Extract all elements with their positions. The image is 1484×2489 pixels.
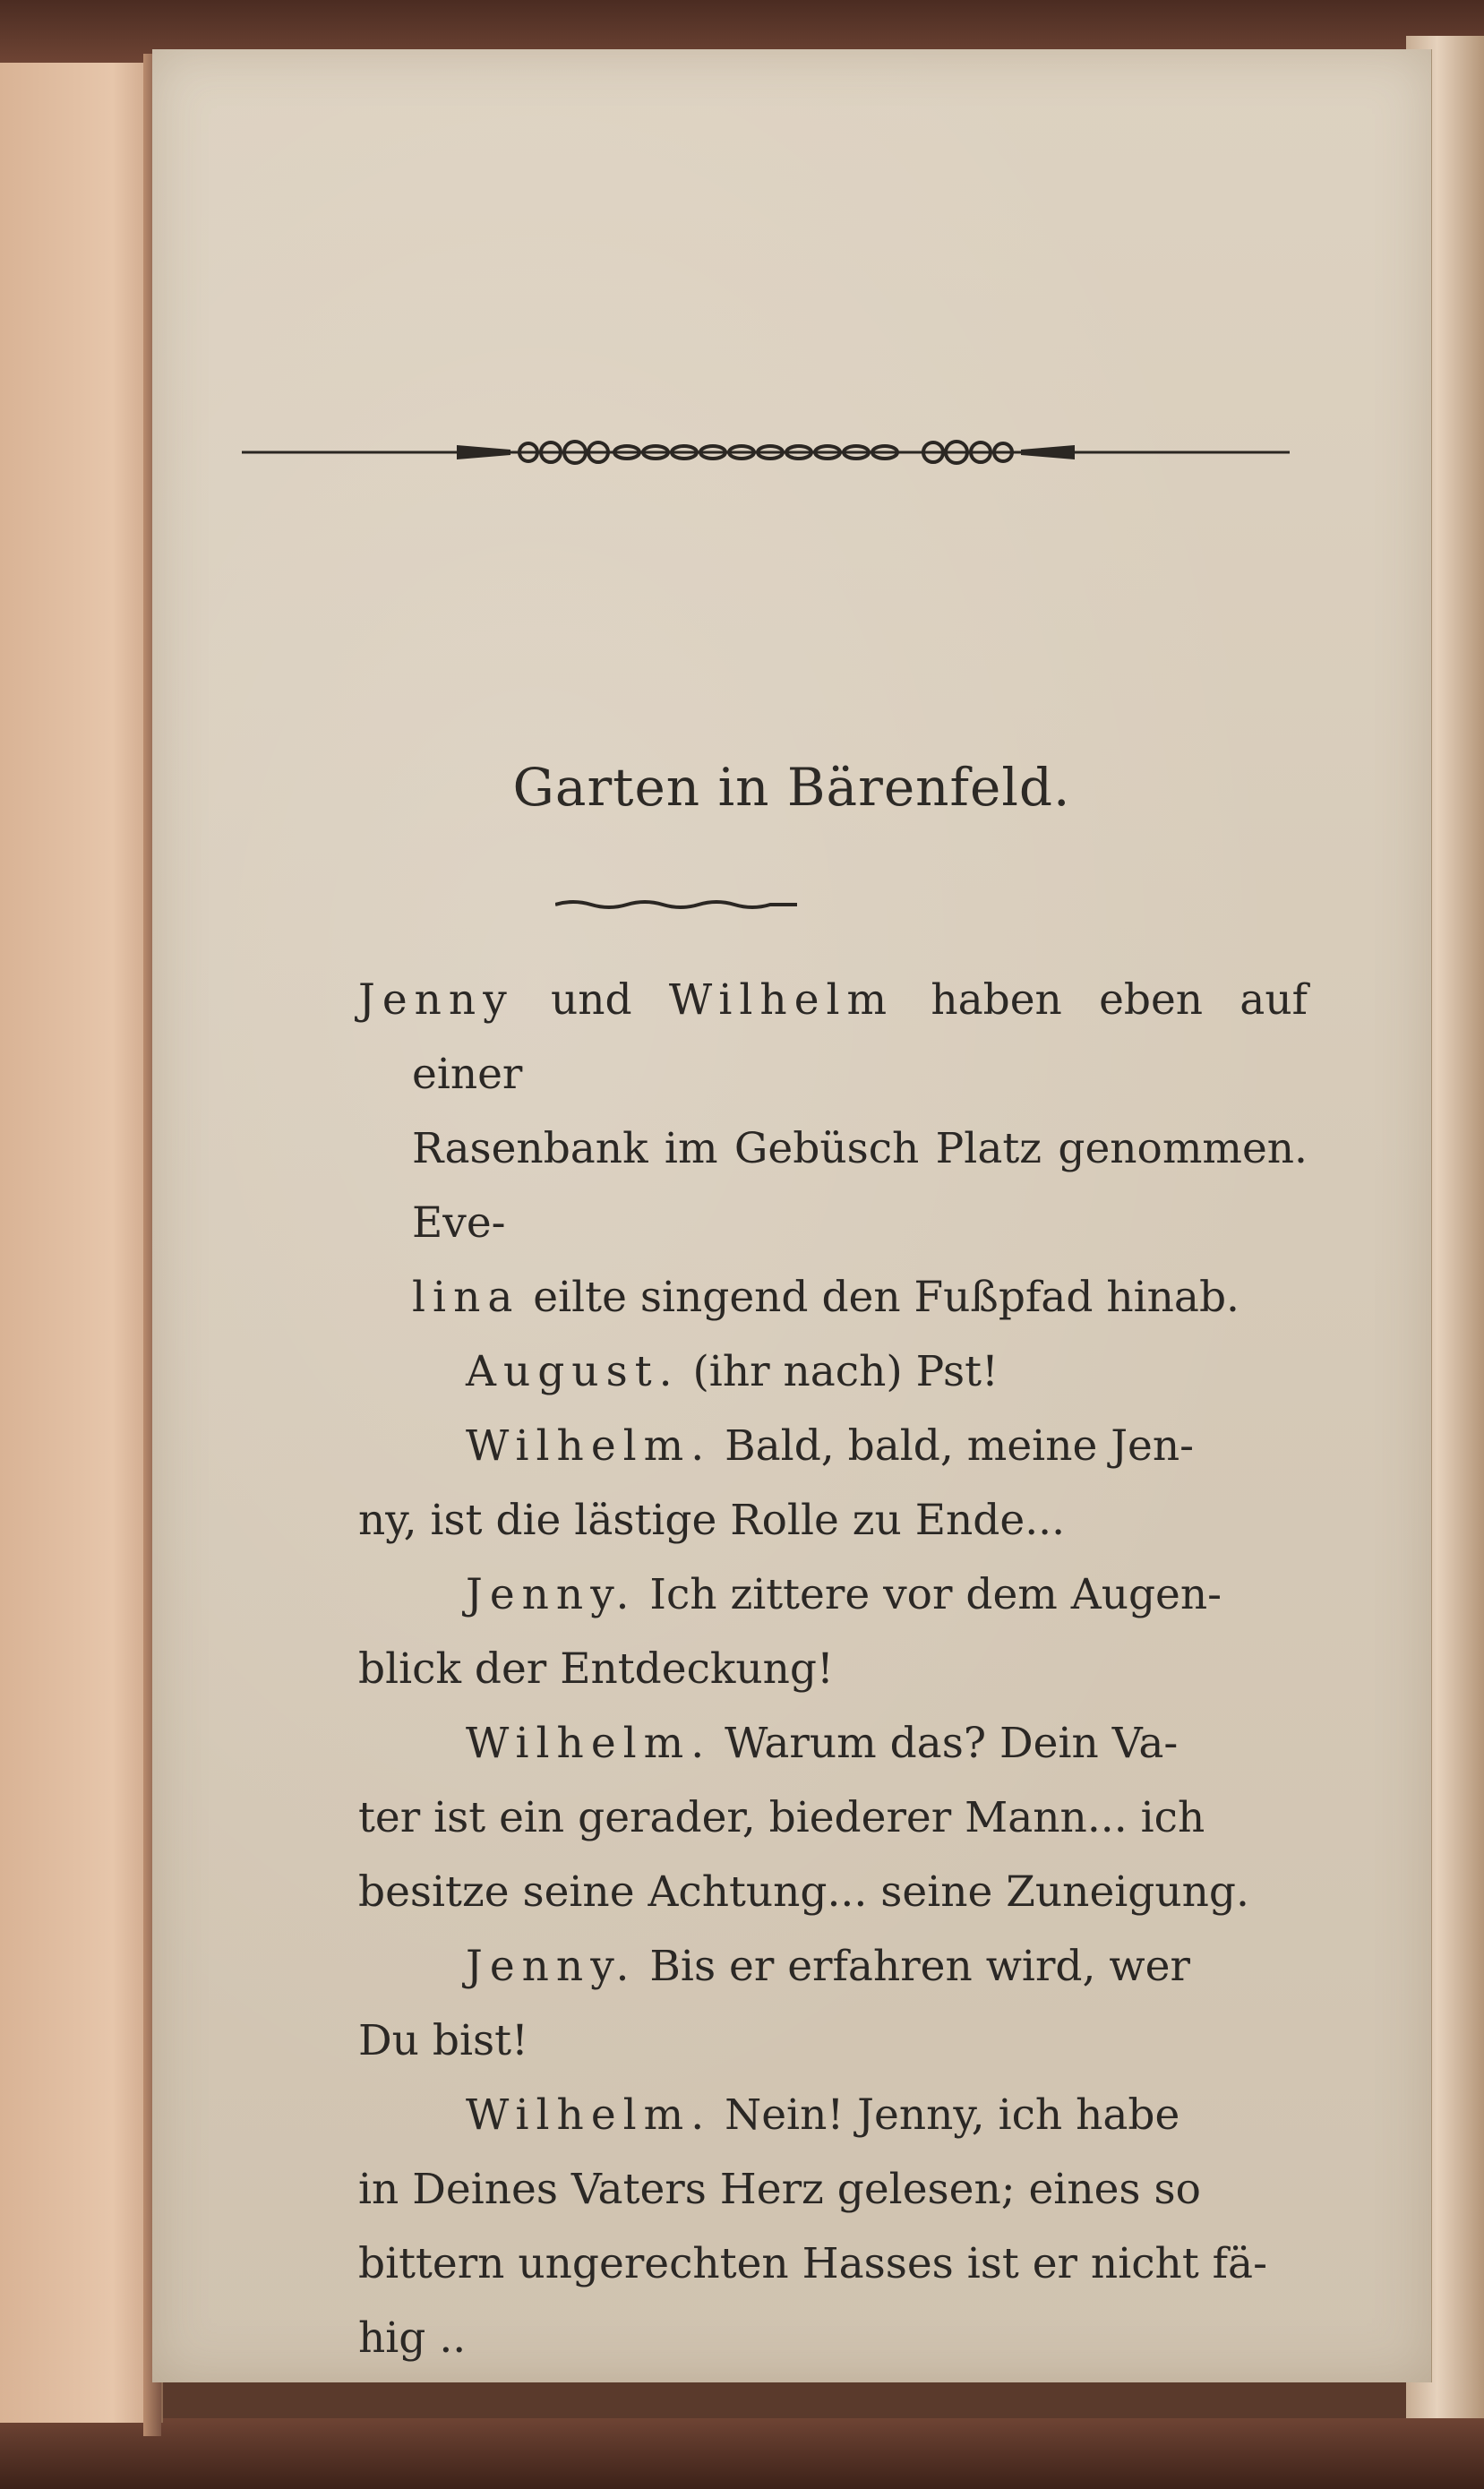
dialogue-line — [358, 1781, 1308, 1855]
speaker-name: Wilhelm. — [466, 1719, 712, 1768]
stage-direction-text: eilte singend den Fußpfad hinab. — [519, 1273, 1240, 1322]
dialogue-text: ny, ist die lästige Rolle zu Ende... — [358, 1496, 1066, 1545]
character-name: Jenny — [358, 975, 514, 1025]
dialogue-text: Ich zittere vor dem Augen- — [636, 1570, 1222, 1619]
dialogue-text: besitze seine Achtung... seine Zuneigung. — [358, 1867, 1249, 1917]
dialogue-text: in Deines Vaters Herz gelesen; eines so — [358, 2165, 1201, 2214]
stage-direction — [358, 963, 1308, 1335]
dialogue-text: (ihr nach) Pst! — [679, 1347, 999, 1396]
dialogue-text: Nein! Jenny, ich habe — [711, 2090, 1180, 2140]
speaker-name: Jenny. — [466, 1570, 637, 1619]
title-underline-ornament — [555, 896, 797, 914]
dialogue-line — [358, 1855, 1308, 1929]
dialogue-line — [358, 1706, 1308, 1781]
dialogue-text: Du bist! — [358, 2016, 528, 2065]
dialogue-line — [358, 1558, 1308, 1632]
dialogue-line — [358, 2004, 1308, 2078]
left-page-edge — [0, 63, 163, 2423]
dialogue-line — [358, 1409, 1308, 1483]
scene-title: Garten in Bärenfeld. — [512, 757, 1071, 818]
dialogue-line — [358, 1929, 1308, 2004]
dialogue-text: Warum das? Dein Va- — [711, 1719, 1179, 1768]
decorative-ornament-rule — [242, 425, 1290, 479]
dialogue-line — [358, 2227, 1308, 2301]
dialogue-text: Bis er erfahren wird, wer — [636, 1942, 1190, 1991]
speaker-name: Wilhelm. — [466, 2090, 712, 2140]
dialogue-text: hig .. — [358, 2313, 467, 2363]
dialogue-line — [358, 2152, 1308, 2227]
speaker-name: Wilhelm. — [466, 1421, 712, 1471]
book-page — [152, 49, 1432, 2382]
stage-direction-text: Rasenbank im Gebüsch Platz genommen. Eve- — [412, 1124, 1308, 1248]
dialogue-line — [358, 1483, 1308, 1558]
dialogue-text: ter ist ein gerader, biederer Mann... ich — [358, 1793, 1205, 1842]
speaker-name: August. — [466, 1347, 680, 1396]
stage-direction-text: haben eben auf einer — [412, 975, 1308, 1099]
book-binding-bottom — [0, 2418, 1484, 2489]
dialogue-text: Bald, bald, meine Jen- — [711, 1421, 1195, 1471]
speaker-name: Jenny. — [466, 1942, 637, 1991]
character-name: lina — [412, 1273, 520, 1322]
dialogue-text: blick der Entdeckung! — [358, 1644, 834, 1694]
dialogue-line — [358, 2078, 1308, 2152]
dialogue-line — [358, 1632, 1308, 1706]
stage-direction-text: und — [513, 975, 669, 1025]
dialogue-text: bittern ungerechten Hasses ist er nicht fä- — [358, 2239, 1267, 2288]
character-name: Wilhelm — [668, 975, 895, 1025]
dialogue-line — [358, 1335, 1308, 1409]
play-text — [358, 963, 1308, 2375]
dialogue-line — [358, 2301, 1308, 2375]
